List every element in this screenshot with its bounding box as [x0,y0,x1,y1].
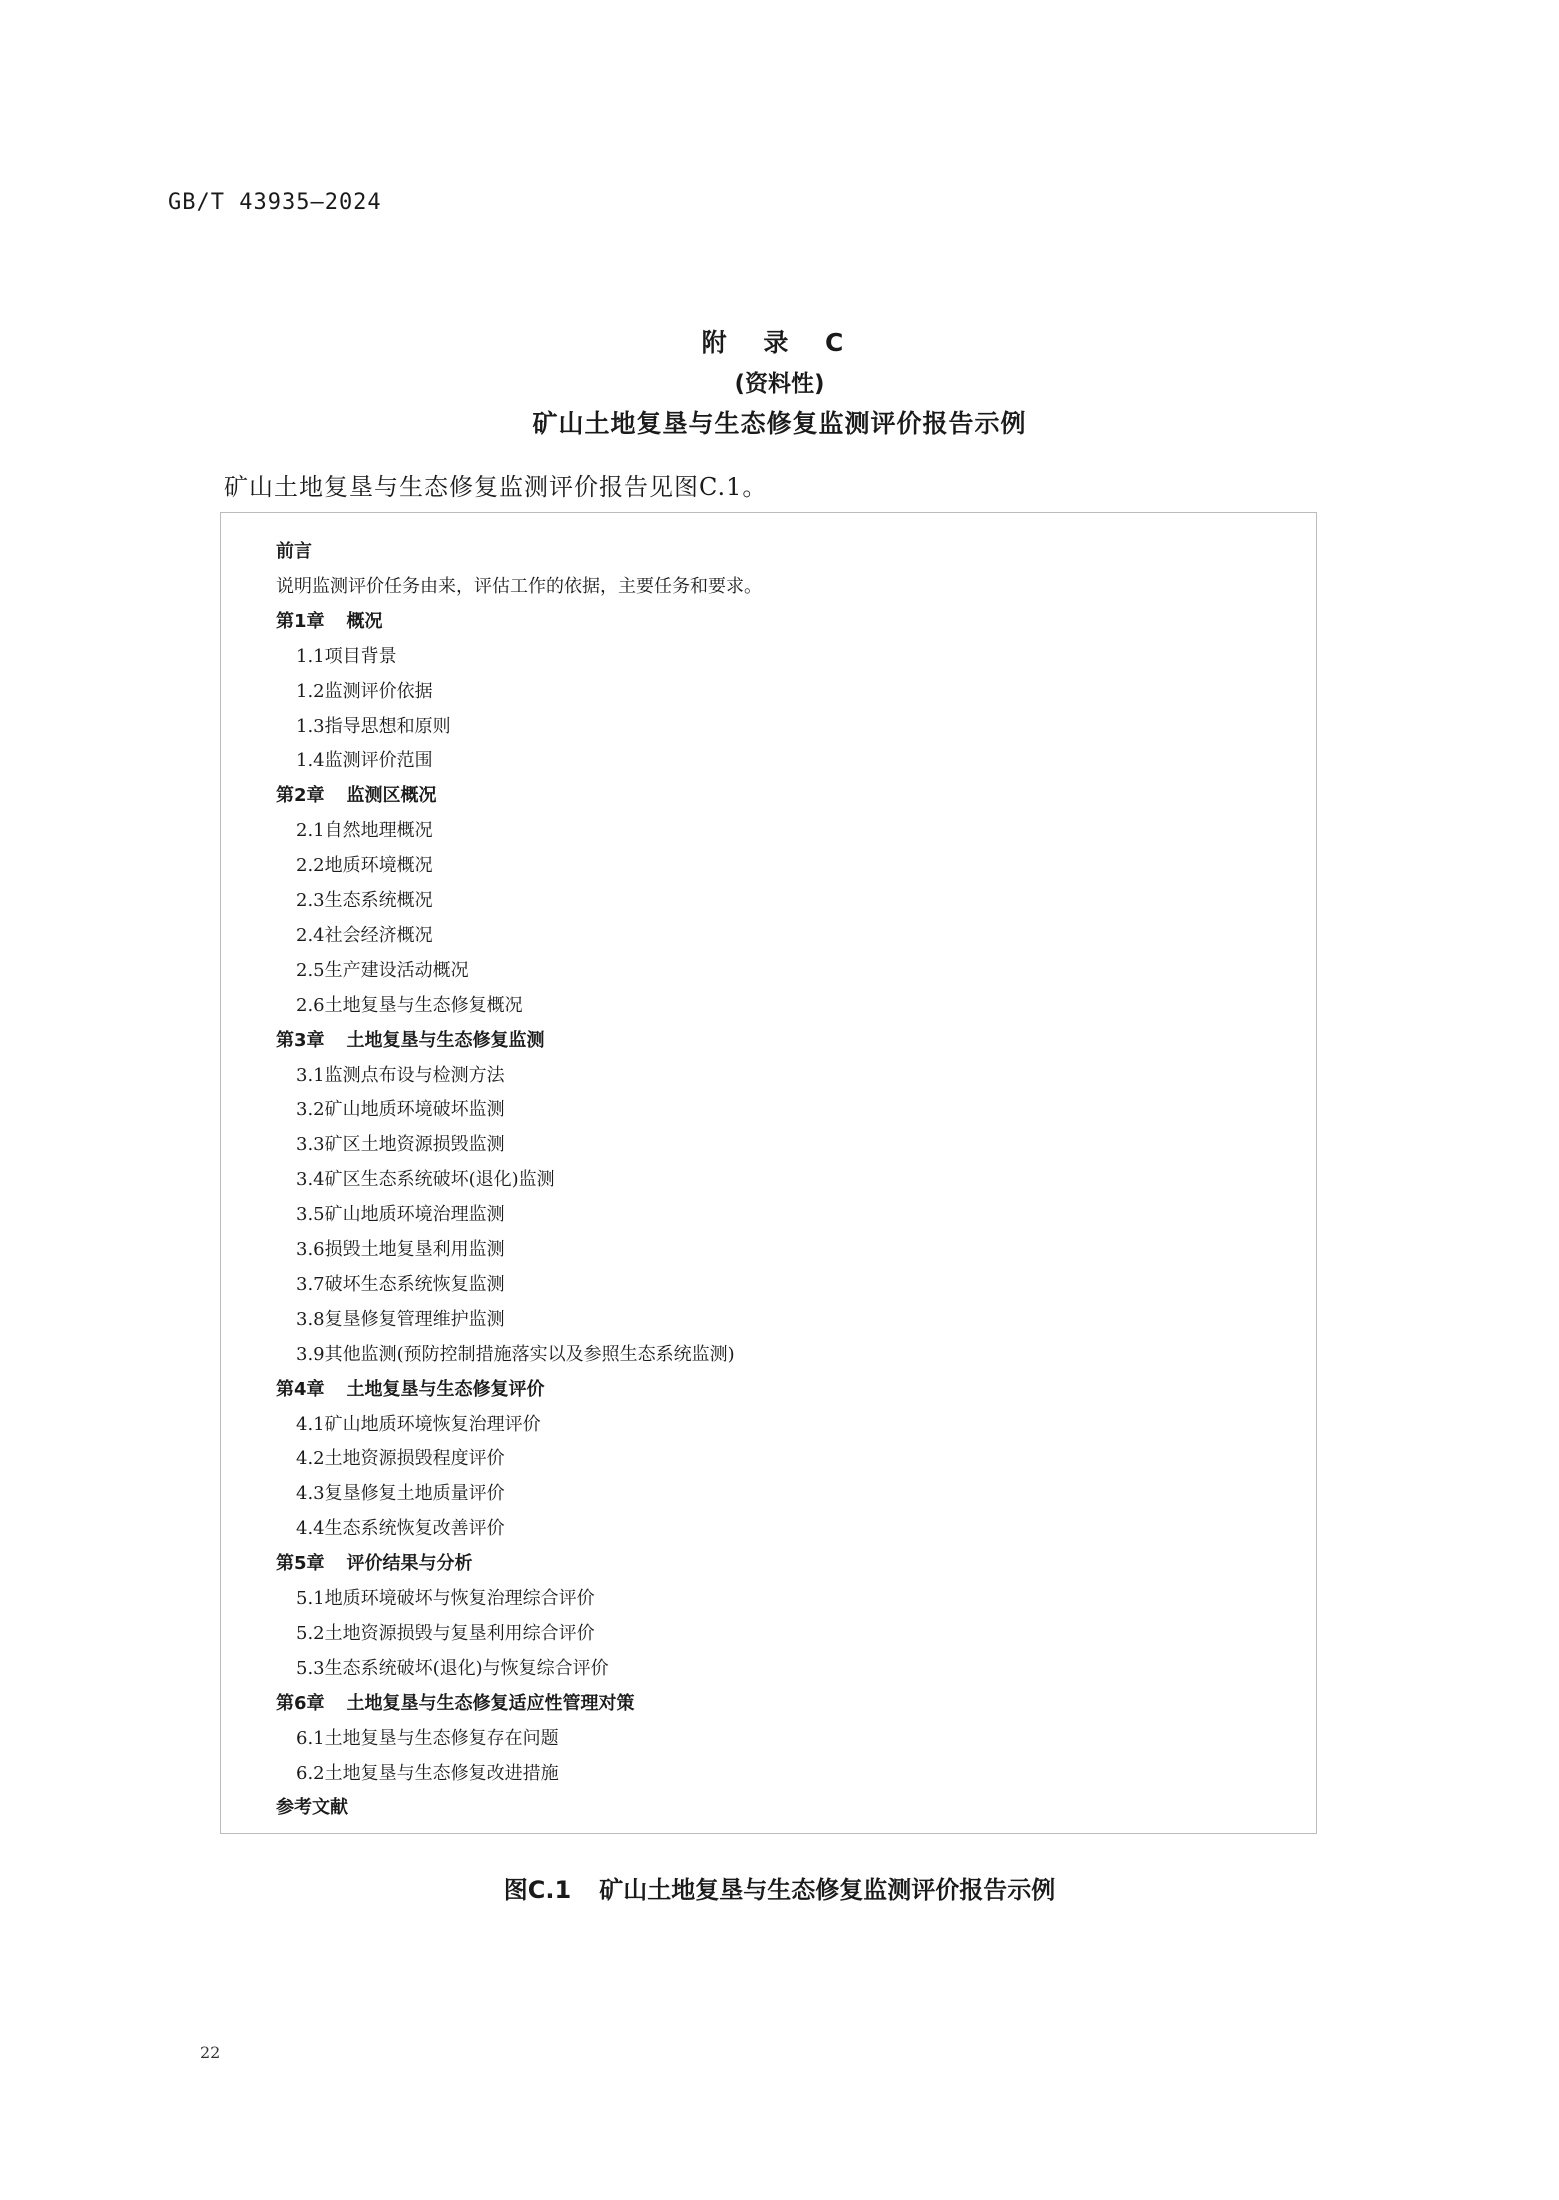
section-title: 2.3生态系统概况 [296,890,433,911]
toc-section [296,1619,595,1645]
toc-chapter [276,781,437,807]
section-title: 4.3复垦修复土地质量评价 [296,1483,505,1505]
toc-section [296,1235,505,1261]
toc-chapter [276,607,383,633]
section-title: 3.6损毁土地复垦利用监测 [296,1239,505,1260]
section-title: 3.1监测点布设与检测方法 [296,1064,505,1086]
toc-section [296,1130,505,1156]
toc-chapter [276,1375,545,1401]
section-title: 3.3矿区土地资源损毁监测 [296,1134,505,1156]
section-title: 6.2土地复垦与生态修复改进措施 [296,1762,559,1784]
section-title: 6.1土地复垦与生态修复存在问题 [296,1727,559,1749]
toc-preface-text: 前言 [276,541,312,562]
section-title: 3.5矿山地质环境治理监测 [296,1204,505,1226]
section-title: 4.4生态系统恢复改善评价 [296,1518,505,1540]
section-title: 1.3指导思想和原则 [296,715,451,737]
appendix-label: 附 录 C [701,328,858,357]
section-title: 2.5生产建设活动概况 [296,959,469,981]
chapter-number: 第6章 [276,1692,325,1714]
toc-section [296,1514,505,1540]
section-title: 1.4监测评价范围 [296,750,433,772]
chapter-number: 第3章 [276,1029,325,1051]
toc-preface-note-text: 说明监测评价任务由来，评估工作的依据，主要任务和要求。 [276,575,762,597]
chapter-number: 第2章 [276,785,325,807]
toc-section [296,712,451,738]
appendix-title: 矿山土地复垦与生态修复监测评价报告示例 [532,409,1027,438]
toc-section [296,886,433,912]
toc-section [296,1584,595,1610]
section-title: 5.2土地资源损毁与复垦利用综合评价 [296,1622,595,1644]
toc-section [296,1724,559,1750]
section-title: 1.2监测评价依据 [296,680,433,702]
section-title: 2.1自然地理概况 [296,820,433,842]
figure-caption [0,1870,1559,1905]
section-title: 4.2土地资源损毁程度评价 [296,1448,505,1470]
toc-references [276,1793,348,1819]
toc-section [296,746,433,772]
toc-section [296,1200,505,1226]
chapter-title: 土地复垦与生态修复评价 [346,1378,545,1400]
toc-preface [276,537,312,563]
toc-section [296,1654,609,1680]
intro-paragraph: 矿山土地复垦与生态修复监测评价报告见图C.1。 [224,473,768,501]
section-title: 2.4社会经济概况 [296,924,433,946]
toc-section [296,1305,505,1331]
section-title: 2.6土地复垦与生态修复概况 [296,994,523,1016]
section-title: 2.2地质环境概况 [296,855,433,877]
toc-preface-note [276,572,762,598]
section-title: 4.1矿山地质环境恢复治理评价 [296,1413,541,1435]
section-title: 3.9其他监测(预防控制措施落实以及参照生态系统监测) [296,1343,735,1365]
toc-section [296,816,433,842]
chapter-title: 概况 [346,610,383,632]
toc-references-text: 参考文献 [276,1797,348,1819]
toc-section [296,991,523,1017]
appendix-type: (资料性) [734,371,825,397]
section-title: 3.2矿山地质环境破坏监测 [296,1099,505,1121]
toc-section [296,1759,559,1785]
page-number: 22 [200,2043,221,2062]
figure-title: 矿山土地复垦与生态修复监测评价报告示例 [599,1876,1056,1904]
toc-section [296,642,397,668]
chapter-number: 第4章 [276,1378,325,1400]
toc-section [296,677,433,703]
section-title: 1.1项目背景 [296,645,397,667]
toc-section [296,1061,505,1087]
section-title: 3.4矿区生态系统破坏(退化)监测 [296,1169,555,1191]
toc-section [296,1479,505,1505]
section-title: 3.8复垦修复管理维护监测 [296,1308,505,1330]
chapter-title: 土地复垦与生态修复监测 [346,1029,545,1051]
toc-section [296,921,433,947]
toc-section [296,1444,505,1470]
toc-chapter [276,1689,635,1715]
toc-section [296,1410,541,1436]
toc-chapter [276,1026,545,1052]
chapter-title: 评价结果与分析 [346,1553,473,1575]
figure-label: 图C.1 [503,1876,572,1904]
toc-section [296,851,433,877]
chapter-title: 土地复垦与生态修复适应性管理对策 [346,1692,635,1714]
chapter-title: 监测区概况 [346,785,437,807]
toc-section [296,1165,555,1191]
toc-section [296,956,469,982]
toc-section [296,1340,735,1366]
toc-section [296,1095,505,1121]
section-title: 3.7破坏生态系统恢复监测 [296,1273,505,1295]
toc-chapter [276,1549,473,1575]
chapter-number: 第1章 [276,610,325,632]
section-title: 5.3生态系统破坏(退化)与恢复综合评价 [296,1657,609,1679]
section-title: 5.1地质环境破坏与恢复治理综合评价 [296,1588,595,1609]
toc-section [296,1270,505,1296]
standard-number: GB/T 43935—2024 [168,190,382,215]
chapter-number: 第5章 [276,1553,325,1575]
